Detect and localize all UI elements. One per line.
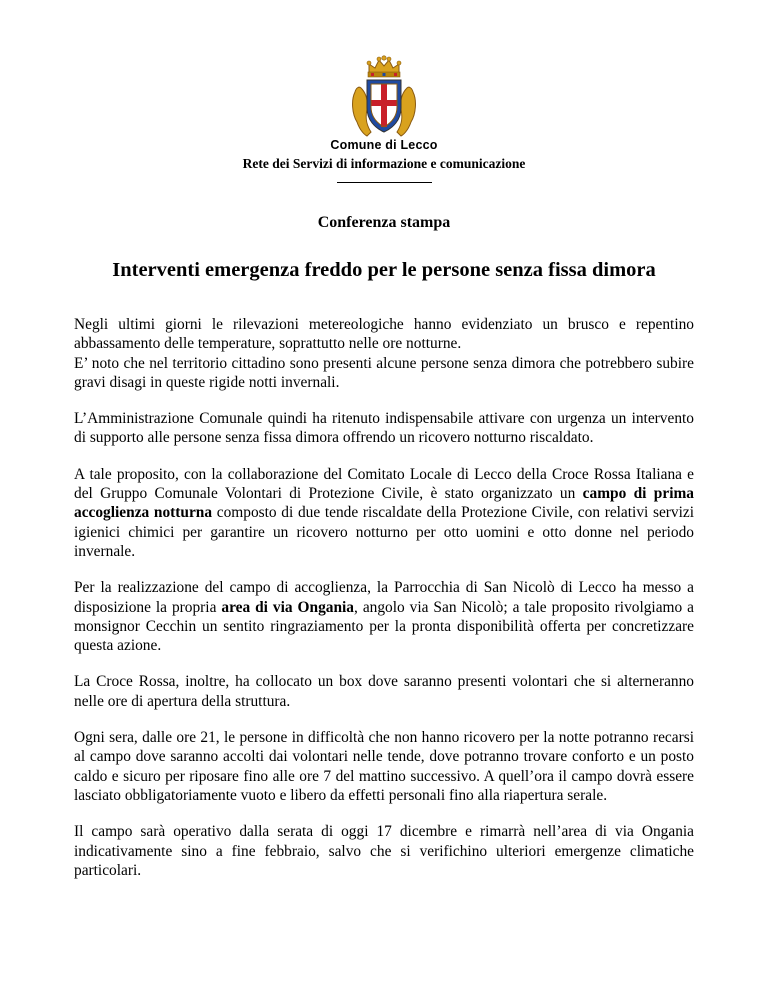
paragraph-weather-line1: Negli ultimi giorni le rilevazioni metereologiche hanno evidenziato un brusco e repentino abbassamento delle temperature, soprattutto nelle ore notturne.	[74, 316, 694, 353]
paragraph-red-cross: La Croce Rossa, inoltre, ha collocato un box dove saranno presenti volontari che si alterneranno nelle ore di apertura della struttura.	[74, 673, 694, 710]
paragraph-administration: L’Amministrazione Comunale quindi ha ritenuto indispensabile attivare con urgenza un intervento di supporto alle persone senza fissa dimora offrendo un ricovero notturno riscaldato.	[74, 410, 694, 447]
paragraph-parish-text: Per la realizzazione del campo di accoglienza, la Parrocchia di San Nicolò di Lecco ha messo a disposizione la propria	[74, 579, 694, 616]
camp-name-emphasis: campo di prima accoglienza notturna	[74, 485, 694, 522]
comune-di-lecco-crest-icon	[349, 52, 419, 142]
headline: Interventi emergenza freddo per le persone senza fissa dimora	[112, 259, 656, 281]
divider	[337, 182, 432, 183]
paragraph-duration: Il campo sarà operativo dalla serata di oggi 17 dicembre e rimarrà nell’area di via Ongania indicativamente sino a fine febbraio, salvo che si verifichino ulteriori emergenze climatiche particolari.	[74, 823, 694, 879]
shield-icon	[367, 80, 401, 132]
crown-icon	[367, 56, 401, 77]
paragraph-camp-text-end: composto di due tende riscaldate della Protezione Civile, con relativi servizi igienici chimici per garantire un ricovero notturno per otto uomini e otto donne nel periodo invernale.	[74, 504, 694, 560]
paragraph-weather	[74, 315, 694, 392]
paragraph-camp	[74, 465, 694, 561]
network-subtitle: Rete dei Servizi di informazione e comunicazione	[242, 156, 526, 171]
paragraph-weather-line2: E’ noto che nel territorio cittadino sono presenti alcune persone senza dimora che potrebbero subire gravi disagi in queste rigide notti invernali.	[74, 354, 694, 391]
paragraph-parish	[74, 578, 694, 655]
municipality-name: Comune di Lecco	[330, 138, 438, 152]
paragraph-schedule: Ogni sera, dalle ore 21, le persone in difficoltà che non hanno ricovero per la notte potranno recarsi al campo dove saranno accolti dai volontari nelle tende, dove potranno trovare conforto e un posto caldo e sicuro per riposare fino alle ore 7 del mattino successivo. A quell’ora il campo dovrà essere lasciato obbligatoriamente vuoto e libero da effetti personali fino alla riapertura serale.	[74, 729, 694, 804]
article-body	[74, 315, 694, 897]
paragraph-camp-text: A tale proposito, con la collaborazione del Comitato Locale di Lecco della Croce Rossa Italiana e del Gruppo Comunale Volontari di Protezione Civile, è stato organizzato un	[74, 465, 694, 503]
paragraph-parish-text-end: , angolo via San Nicolò; a tale proposito rivolgiamo a monsignor Cecchin un sentito ringraziamento per la pronta disponibilità offerta per concretizzare questa azione.	[74, 598, 695, 655]
press-conference-label: Conferenza stampa	[317, 214, 451, 231]
area-name-emphasis: area di via Ongania	[221, 598, 355, 616]
